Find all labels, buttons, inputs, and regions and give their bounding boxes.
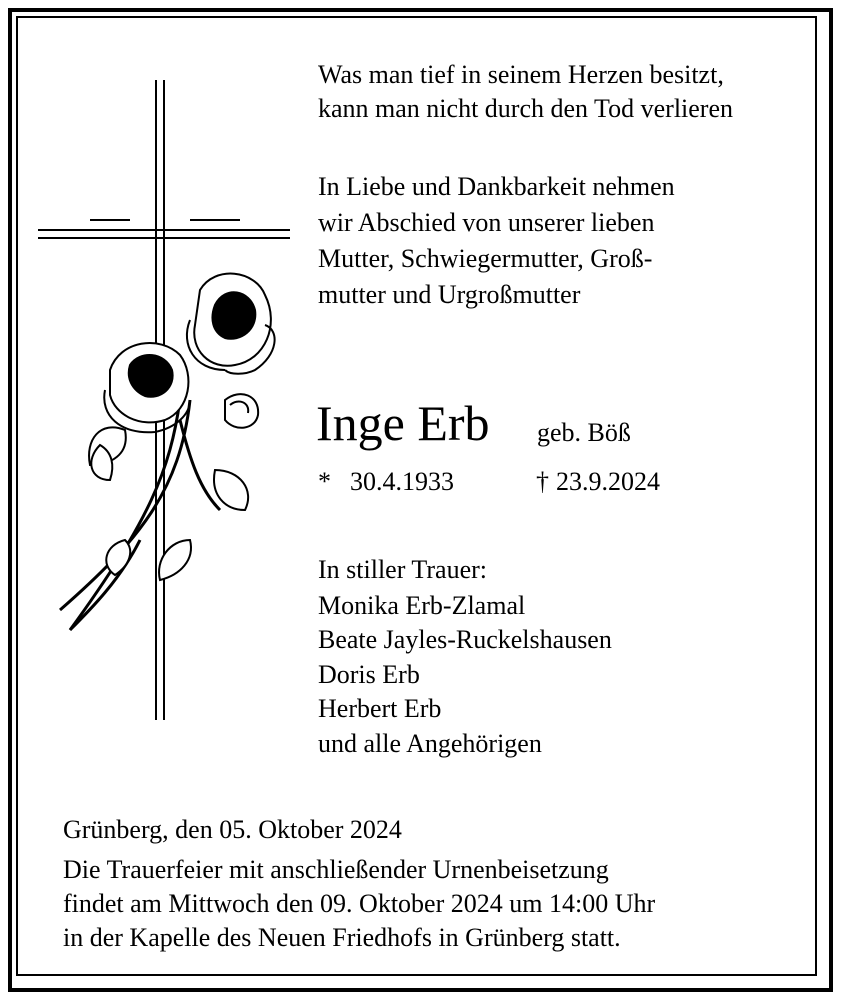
mourner-name: Herbert Erb bbox=[318, 694, 442, 723]
motto-line-2: kann man nicht durch den Tod verlieren bbox=[318, 94, 734, 123]
deceased-name: Inge Erb bbox=[316, 395, 490, 451]
intro-line-4: mutter und Urgroßmutter bbox=[318, 280, 581, 309]
place-date: Grünberg, den 05. Oktober 2024 bbox=[63, 815, 402, 844]
death-symbol: † bbox=[536, 467, 549, 496]
death-date: 23.9.2024 bbox=[556, 467, 660, 496]
birth-symbol: * bbox=[318, 467, 331, 496]
cross-with-roses-icon bbox=[30, 70, 290, 730]
mourner-name: Doris Erb bbox=[318, 660, 420, 689]
mourner-name: Monika Erb-Zlamal bbox=[318, 591, 526, 620]
ceremony-line-3: in der Kapelle des Neuen Friedhofs in Grünberg statt. bbox=[63, 923, 621, 952]
ceremony-line-1: Die Trauerfeier mit anschließender Urnenbeisetzung bbox=[63, 855, 609, 884]
intro-line-3: Mutter, Schwiegermutter, Groß- bbox=[318, 244, 653, 273]
maiden-name: geb. Böß bbox=[537, 418, 631, 447]
mourner-name: Beate Jayles-Ruckelshausen bbox=[318, 625, 612, 654]
intro-line-1: In Liebe und Dankbarkeit nehmen bbox=[318, 172, 675, 201]
mourner-name: und alle Angehörigen bbox=[318, 729, 542, 758]
motto-line-1: Was man tief in seinem Herzen besitzt, bbox=[318, 60, 724, 89]
birth-date: 30.4.1933 bbox=[350, 467, 454, 496]
intro-line-2: wir Abschied von unserer lieben bbox=[318, 208, 655, 237]
mourners-heading: In stiller Trauer: bbox=[318, 555, 487, 584]
ceremony-line-2: findet am Mittwoch den 09. Oktober 2024 um 14:00 Uhr bbox=[63, 889, 656, 918]
